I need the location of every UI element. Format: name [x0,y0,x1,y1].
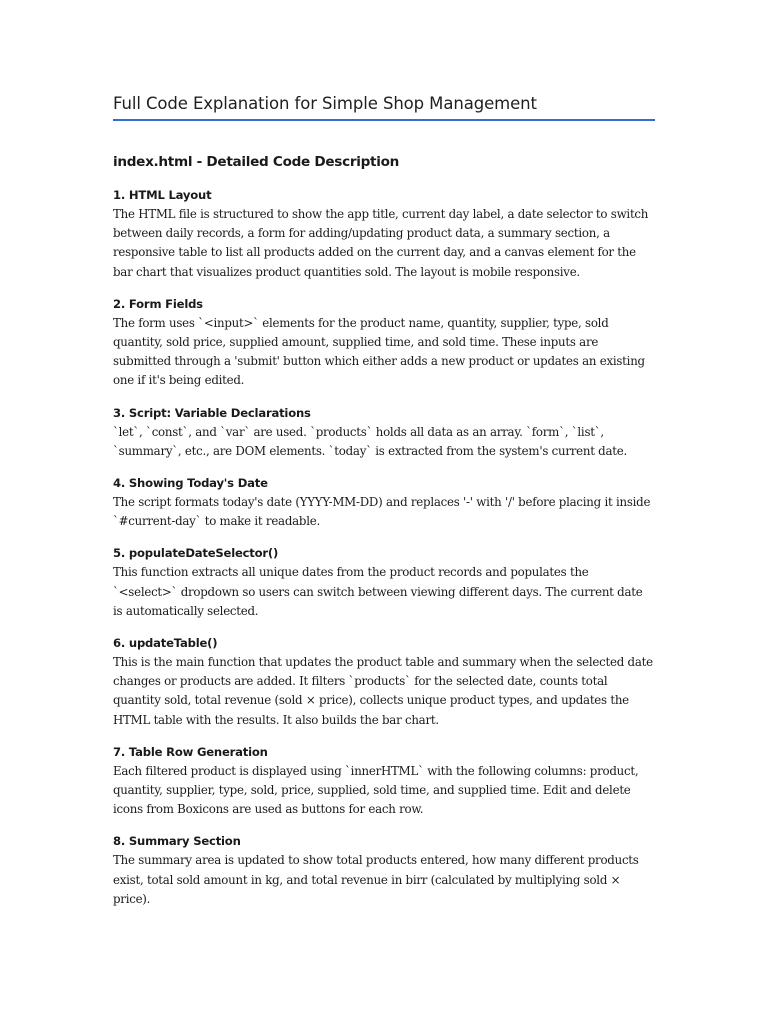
section-heading: 8. Summary Section [113,834,241,849]
section-body: The HTML file is structured to show the app title, current day label, a date selector to switch between daily records, a form for adding/updating product data, a summary section, a responsive table to list all products added on the current day, and a canvas element for the bar chart that visualizes product quantities sold. The layout is mobile responsive. [113,207,649,279]
section-form-fields [113,295,655,391]
document-subtitle: index.html - Detailed Code Description [113,154,400,170]
section-populate-date-selector [113,544,655,621]
section-heading: 1. HTML Layout [113,188,212,202]
section-heading: 6. updateTable() [113,636,218,651]
title-underline [113,119,655,121]
section-html-layout [113,186,655,282]
section-body: The form uses `<input>` elements for the product name, quantity, supplier, type, sold quantity, sold price, supplied amount, supplied time, and sold time. These inputs are submitted through a 'submit' button which either adds a new product or updates an existing one if it's being edited. [113,315,645,388]
section-variable-declarations [113,404,655,461]
section-showing-todays-date [113,474,655,531]
section-heading: 2. Form Fields [113,296,203,311]
section-heading: 3. Script: Variable Declarations [113,405,311,420]
section-table-row-generation [113,743,655,820]
section-heading: 7. Table Row Generation [113,744,268,759]
section-body: The script formats today's date (YYYY-MM-DD) and replaces '-' with '/' before placing it inside `#current-day` to make it readable. [113,495,651,529]
sections-list [113,186,655,922]
section-update-table [113,634,655,730]
section-body: This function extracts all unique dates from the product records and populates the `<select>` dropdown so users can switch between viewing different days. The current date is automatically selected. [113,565,643,618]
section-heading: 4. Showing Today's Date [113,476,268,491]
section-body: `let`, `const`, and `var` are used. `products` holds all data as an array. `form`, `list`, `summary`, etc., are DOM elements. `today` is extracted from the system's current date. [113,424,627,458]
section-body: Each filtered product is displayed using `innerHTML` with the following columns: product, quantity, supplier, type, sold, price, supplied, sold time, and supplied time. Edit and delete icons from Boxicons are used as buttons for each row. [113,763,639,817]
section-summary-section [113,832,655,909]
section-body: The summary area is updated to show total products entered, how many different products exist, total sold amount in kg, and total revenue in birr (calculated by multiplying sold × price). [113,853,639,906]
document-title: Full Code Explanation for Simple Shop Management [113,94,537,113]
section-body: This is the main function that updates the product table and summary when the selected date changes or products are added. It filters `products` for the selected date, counts total quantity sold, total revenue (sold × price), collects unique product types, and updates the HTML table with the results. It also builds the bar chart. [113,655,653,727]
section-heading: 5. populateDateSelector() [113,546,279,561]
